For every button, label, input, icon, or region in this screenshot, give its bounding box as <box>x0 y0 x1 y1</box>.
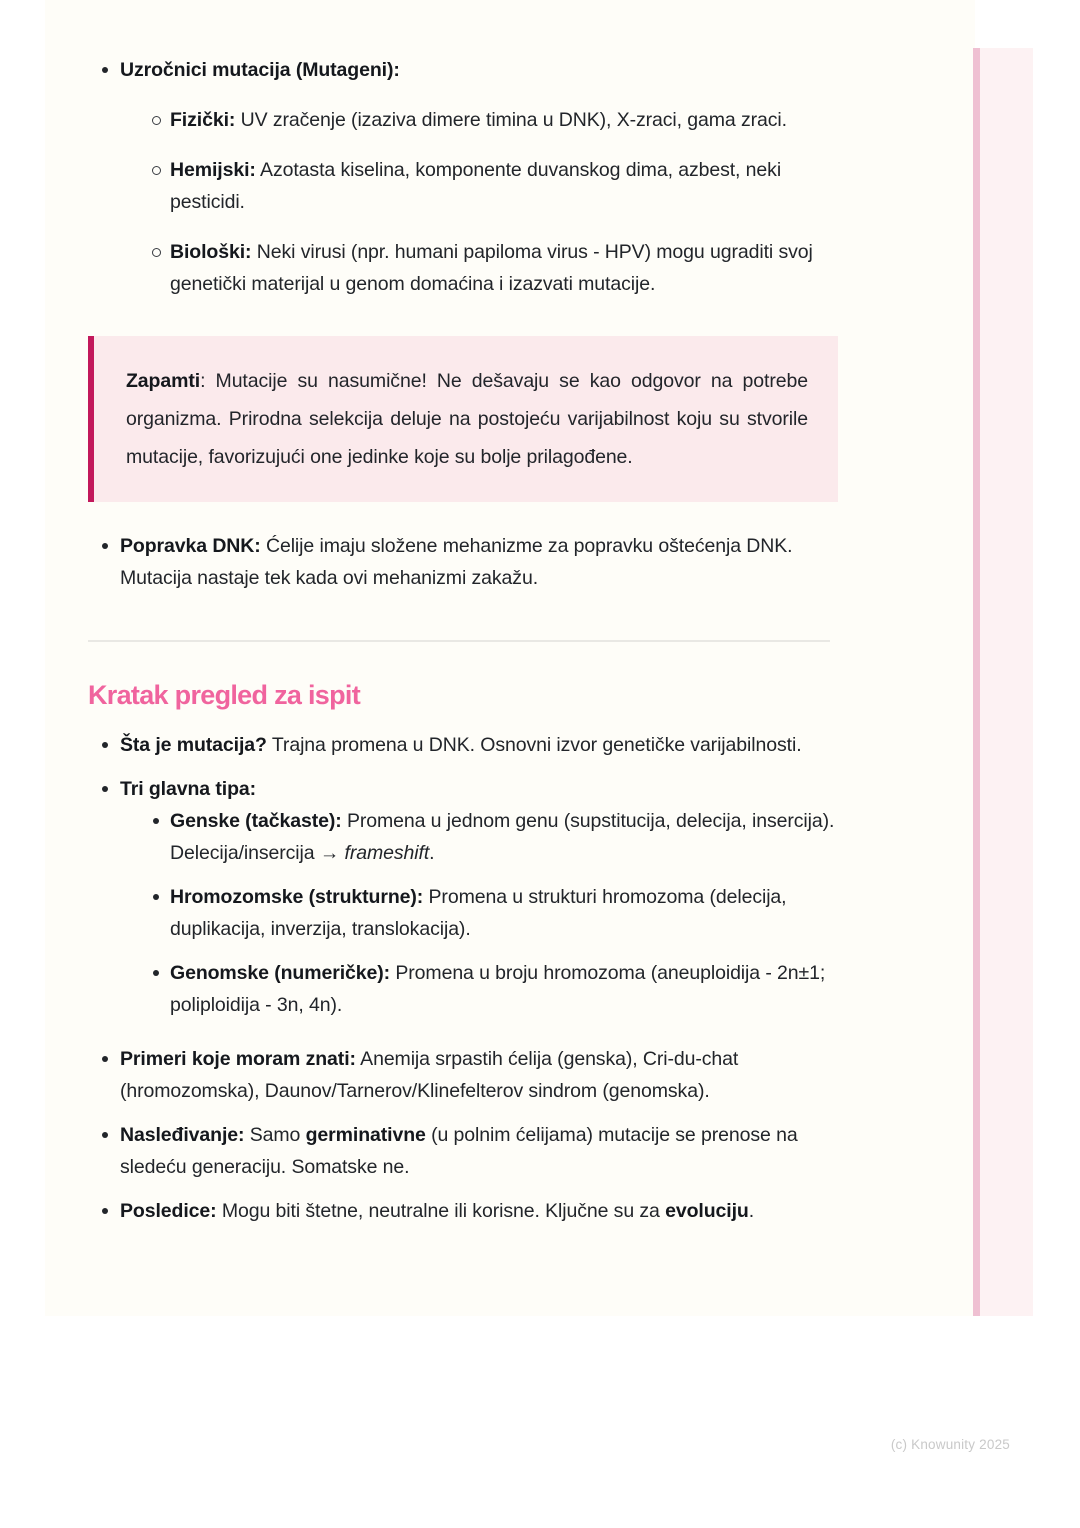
mutagens-list <box>88 54 838 300</box>
mutagens-sublist <box>138 104 838 300</box>
text-primeri: Anemija srpastih ćelija (genska), Cri-du-chat (hromozomska), Daunov/Tarnerov/Klinefelterov sindrom (genomska). <box>120 1048 739 1102</box>
list-item <box>138 104 838 136</box>
decorative-edge-panel <box>980 48 1033 1316</box>
text-hromozomske: Promena u strukturi hromozoma (delecija, duplikacija, inverzija, translokacija). <box>170 886 787 940</box>
text-genske-after: . <box>429 842 435 864</box>
list-item <box>139 957 838 1021</box>
list-item-three-types <box>88 773 838 1021</box>
list-item-examples <box>88 1043 838 1107</box>
three-types-sublist <box>139 805 838 1021</box>
callout-separator: : <box>200 370 216 392</box>
list-item-mutagens-heading <box>88 54 838 300</box>
list-item-what-is-mutation <box>88 729 838 761</box>
text-hemijski: Azotasta kiselina, komponente duvanskog dima, azbest, neki pesticidi. <box>170 159 782 213</box>
remember-callout <box>88 336 838 502</box>
term-posledice: Posledice: <box>120 1200 217 1222</box>
dna-repair-list <box>88 530 838 594</box>
text-sta-je-mutacija: Trajna promena u DNK. Osnovni izvor genetičke varijabilnosti. <box>266 734 802 756</box>
term-hemijski: Hemijski: <box>170 159 256 181</box>
text-fizicki: UV zračenje (izaziva dimere timina u DNK), X-zraci, gama zraci. <box>235 109 787 131</box>
footer-copyright: (c) Knowunity 2025 <box>890 1437 1010 1452</box>
text-posledice-bold: evoluciju <box>665 1200 749 1222</box>
list-item-consequences <box>88 1195 838 1227</box>
term-hromozomske: Hromozomske (strukturne): <box>170 886 424 908</box>
list-item <box>138 236 838 300</box>
term-tri-glavna-tipa: Tri glavna tipa: <box>120 778 257 800</box>
list-item <box>139 805 838 869</box>
term-genomske: Genomske (numeričke): <box>170 962 391 984</box>
term-nasledjivanje: Nasleđivanje: <box>120 1124 245 1146</box>
text-bioloski: Neki virusi (npr. humani papiloma virus - HPV) mogu ugraditi svoj genetički materijal u genom domaćina i izazvati mutacije. <box>170 241 813 295</box>
list-item <box>139 881 838 945</box>
list-item-inheritance <box>88 1119 838 1183</box>
list-item <box>138 154 838 218</box>
page-title: Kratak pregled za ispit <box>88 680 360 710</box>
text-nasledjivanje-bold: germinativne <box>305 1124 426 1146</box>
text-nasledjivanje-before: Samo <box>244 1124 306 1146</box>
term-fizicki: Fizički: <box>170 109 236 131</box>
text-genske-italic: frameshift <box>344 842 430 864</box>
review-list <box>88 729 838 1227</box>
text-popravka-dnk: Ćelije imaju složene mehanizme za popravku oštećenja DNK. Mutacija nastaje tek kada ovi mehanizmi zakažu. <box>120 535 793 589</box>
mutagens-heading-text: Uzročnici mutacija (Mutageni): <box>120 59 400 81</box>
decorative-edge-stripe <box>973 48 980 1316</box>
callout-paragraph <box>126 362 808 476</box>
text-genske-before: Promena u jednom genu (supstitucija, delecija, insercija). Delecija/insercija → <box>170 810 835 864</box>
text-posledice-before: Mogu biti štetne, neutralne ili korisne. Ključne su za <box>216 1200 666 1222</box>
term-bioloski: Biološki: <box>170 241 252 263</box>
term-sta-je-mutacija: Šta je mutacija? <box>120 734 267 756</box>
callout-label: Zapamti <box>126 370 201 392</box>
section-divider <box>88 640 830 642</box>
term-primeri: Primeri koje moram znati: <box>120 1048 356 1070</box>
term-popravka-dnk: Popravka DNK: <box>120 535 261 557</box>
text-nasledjivanje-after: (u polnim ćelijama) mutacije se prenose na sledeću generaciju. Somatske ne. <box>120 1124 798 1178</box>
callout-text: Mutacije su nasumične! Ne dešavaju se kao odgovor na potrebe organizma. Prirodna selekcija deluje na postojeću varijabilnost koju su stvorile mutacije, favorizujući one jedinke koje su bolje prilagođene. <box>126 370 808 468</box>
text-genomske: Promena u broju hromozoma (aneuploidija - 2n±1; poliploidija - 3n, 4n). <box>170 962 826 1016</box>
list-item-dna-repair <box>88 530 838 594</box>
document-content <box>88 0 838 1227</box>
term-genske: Genske (tačkaste): <box>170 810 342 832</box>
text-posledice-after: . <box>748 1200 755 1222</box>
